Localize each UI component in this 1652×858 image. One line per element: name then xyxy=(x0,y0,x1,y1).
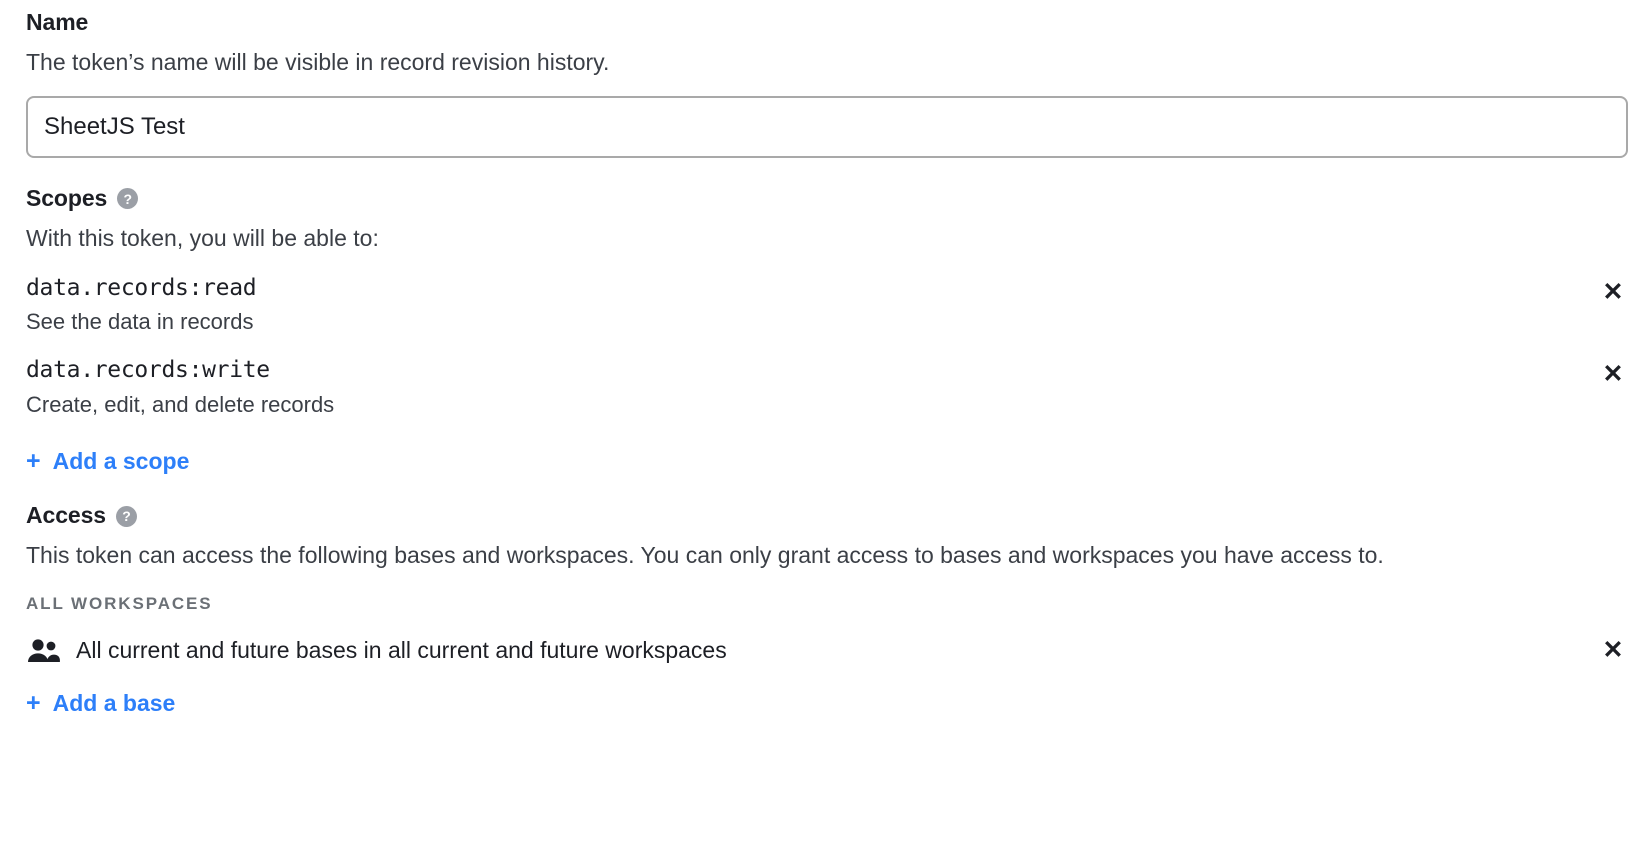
scopes-section-description: With this token, you will be able to: xyxy=(26,224,379,251)
help-icon[interactable]: ? xyxy=(117,188,138,209)
remove-access-icon[interactable]: ✕ xyxy=(1602,636,1624,665)
scopes-header xyxy=(26,184,1628,214)
access-row xyxy=(26,636,1628,666)
access-row-label: All current and future bases in all current and future workspaces xyxy=(76,636,727,663)
plus-icon: + xyxy=(26,447,41,476)
people-icon xyxy=(26,638,60,664)
remove-scope-icon[interactable]: ✕ xyxy=(1602,360,1624,389)
scopes-section-title: Scopes xyxy=(26,184,108,211)
all-workspaces-label: ALL WORKSPACES xyxy=(26,593,213,613)
token-name-input[interactable] xyxy=(26,96,1628,158)
scope-description: Create, edit, and delete records xyxy=(26,391,335,417)
access-section-title: Access xyxy=(26,502,106,529)
scope-item xyxy=(26,356,1628,418)
help-icon[interactable]: ? xyxy=(116,506,137,527)
scope-name: data.records:write xyxy=(26,356,270,383)
plus-icon: + xyxy=(26,688,41,717)
scope-name: data.records:read xyxy=(26,274,257,301)
add-scope-button[interactable] xyxy=(26,448,189,475)
add-base-button[interactable] xyxy=(26,690,175,717)
scopes-section xyxy=(26,184,1628,475)
add-base-label: Add a base xyxy=(52,689,176,716)
scope-description: See the data in records xyxy=(26,309,254,335)
name-section xyxy=(26,8,1628,158)
name-section-description: The token’s name will be visible in record revision history. xyxy=(26,48,610,75)
remove-scope-icon[interactable]: ✕ xyxy=(1602,278,1624,307)
access-header xyxy=(26,501,1628,531)
access-section xyxy=(26,501,1628,717)
scope-item xyxy=(26,274,1628,336)
add-scope-label: Add a scope xyxy=(52,448,190,475)
name-section-title: Name xyxy=(26,9,89,35)
access-section-description: This token can access the following bases and workspaces. You can only grant access to bases and workspaces you have access to. xyxy=(26,541,1384,568)
